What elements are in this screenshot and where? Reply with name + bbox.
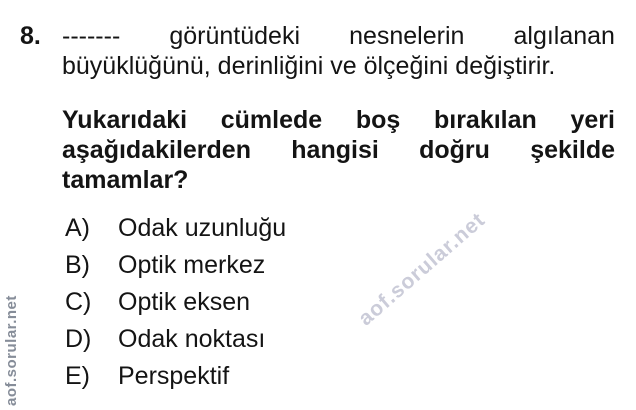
option-text: Optik eksen [118,288,251,316]
prompt-word: şekilde [530,136,615,164]
stem-line-2: büyüklüğünü, derinliğini ve ölçeğini değiştirir. [62,52,556,80]
prompt-word: boş [355,106,401,134]
stem-word: algılanan [513,22,615,50]
question-body [62,21,615,398]
option-letter: E) [65,362,90,390]
question-number: 8. [20,22,41,50]
option-row-d [65,324,615,354]
question-prompt [62,105,615,195]
prompt-word: bırakılan [433,106,537,134]
watermark-diagonal: aof.sorular.net [354,208,490,331]
option-text: Perspektif [118,362,230,390]
prompt-word: Yukarıdaki [62,106,188,134]
prompt-word: aşağıdakilerden [62,136,251,164]
stem-blank-dashes: ------- [62,22,121,50]
prompt-line-2 [62,135,615,165]
stem-line-1 [62,21,615,51]
prompt-line-1 [62,105,615,135]
options-list [62,213,615,391]
option-letter: B) [65,251,90,279]
prompt-word: hangisi [291,136,379,164]
option-row-a [65,213,615,243]
option-text: Odak noktası [118,325,266,353]
option-text: Odak uzunluğu [118,214,287,242]
prompt-word: cümlede [220,106,323,134]
watermark-vertical: aof.sorular.net [3,295,20,406]
option-letter: D) [65,325,92,353]
stem-word: nesnelerin [349,22,465,50]
option-row-b [65,250,615,280]
option-text: Optik merkez [118,251,266,279]
question-stem [62,21,615,81]
option-row-e [65,361,615,391]
stem-word: görüntüdeki [169,22,300,50]
option-letter: C) [65,288,92,316]
option-row-c [65,287,615,317]
prompt-word: doğru [419,136,490,164]
prompt-line-3: tamamlar? [62,166,189,194]
prompt-word: yeri [570,106,615,134]
option-letter: A) [65,214,90,242]
